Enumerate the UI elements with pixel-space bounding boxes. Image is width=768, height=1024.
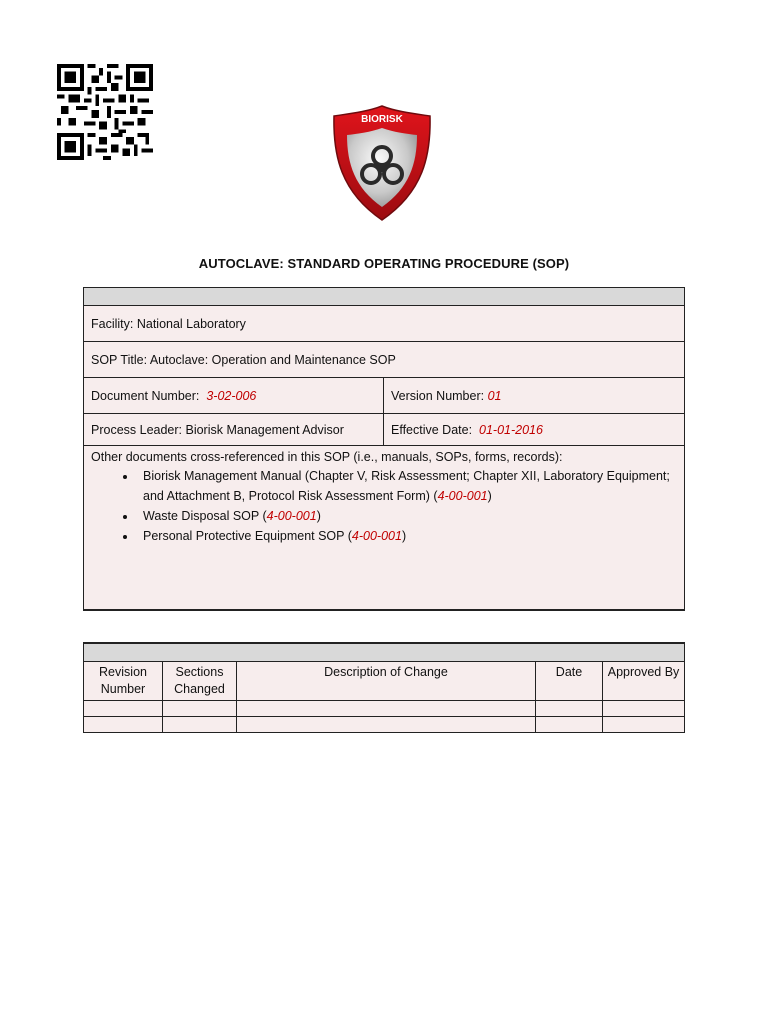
effective-date-cell bbox=[384, 414, 685, 446]
facility-cell: Facility: National Laboratory bbox=[84, 306, 685, 342]
list-item: • Biorisk Management Manual (Chapter V, Risk Assessment; Chapter XII, Laboratory Equipment; and Attachment B, Protocol Risk Assessment Form) (4-00-001) bbox=[137, 466, 677, 506]
logo-text: BIORISK bbox=[361, 114, 403, 125]
qr-code-icon bbox=[57, 63, 153, 161]
cross-reference-cell bbox=[84, 446, 685, 610]
sections-changed-header: Sections Changed bbox=[163, 662, 237, 701]
cross-reference-intro: Other documents cross-referenced in this SOP (i.e., manuals, SOPs, forms, records): bbox=[91, 450, 563, 464]
version-number-cell bbox=[384, 378, 685, 414]
table-row bbox=[84, 717, 685, 733]
revision-number-header: Revision Number bbox=[84, 662, 163, 701]
document-ref: 4-00-001 bbox=[351, 529, 402, 543]
effective-date-label: Effective Date: bbox=[391, 422, 473, 437]
list-item: • Personal Protective Equipment SOP (4-00-001) bbox=[137, 526, 677, 546]
list-item: • Waste Disposal SOP (4-00-001) bbox=[137, 506, 677, 526]
date-header: Date bbox=[536, 662, 603, 701]
document-number-label: Document Number: bbox=[91, 388, 200, 403]
version-number-label: Version Number: bbox=[391, 388, 485, 403]
approved-by-header: Approved By bbox=[603, 662, 685, 701]
header-band bbox=[84, 643, 685, 662]
cross-reference-list bbox=[91, 466, 677, 546]
table-row bbox=[84, 701, 685, 717]
biohazard-shield-icon bbox=[331, 104, 433, 222]
description-header: Description of Change bbox=[237, 662, 536, 701]
document-ref: 4-00-001 bbox=[266, 509, 317, 523]
document-number-cell bbox=[84, 378, 384, 414]
revision-history-table bbox=[83, 642, 685, 733]
document-ref: 4-00-001 bbox=[437, 489, 488, 503]
effective-date-value: 01-01-2016 bbox=[479, 422, 543, 437]
sop-title-cell: SOP Title: Autoclave: Operation and Maintenance SOP bbox=[84, 342, 685, 378]
process-leader-cell: Process Leader: Biorisk Management Advisor bbox=[84, 414, 384, 446]
document-title: AUTOCLAVE: STANDARD OPERATING PROCEDURE (SOP) bbox=[198, 256, 570, 271]
header-band bbox=[84, 288, 685, 306]
document-number-value: 3-02-006 bbox=[206, 388, 257, 403]
sop-info-table bbox=[83, 287, 685, 611]
version-number-value: 01 bbox=[487, 388, 502, 403]
